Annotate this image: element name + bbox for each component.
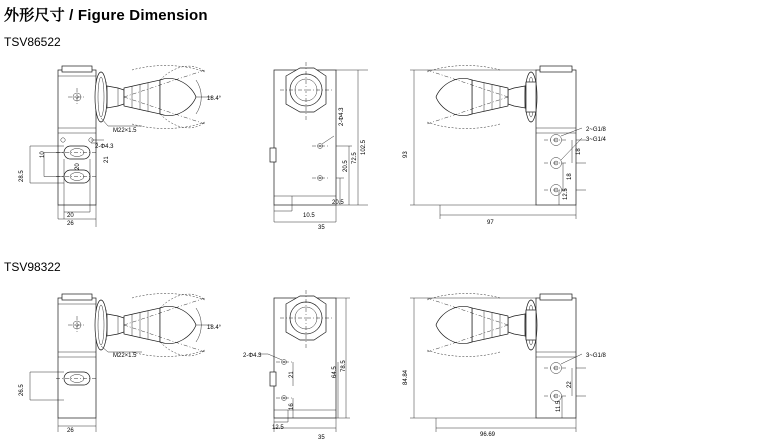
dimension-label: 21 [104,156,110,163]
dimension-label: 35 [318,435,325,441]
dimension-label: 12.5 [272,425,284,431]
dimension-label: 20 [75,163,81,170]
dimension-label: 18.4° [207,96,222,102]
dimension-label: 10 [40,151,46,158]
dimension-label: 2-Φ4.3 [339,107,345,126]
dimension-label: 16 [289,403,295,410]
dimension-label: 35 [318,225,325,231]
dimension-label: 18 [576,148,582,155]
dimension-label: 97 [487,220,494,226]
dimension-label: 11.5 [556,400,562,412]
drawing-front-view-1 [30,66,212,227]
dimension-label: 12.5 [563,188,569,200]
dimension-label: 84.84 [403,369,409,385]
dimension-label: M22×1.5 [113,353,137,359]
model-label-tsv98322: TSV98322 [4,260,61,274]
dimension-label: 18 [567,173,573,180]
dimension-label: 20.5 [332,200,344,206]
dimension-label: 21 [289,371,295,378]
dimension-label: 93 [403,151,409,158]
dimension-label: 2-Φ4.3 [243,353,262,359]
dimension-label: 26 [67,221,74,227]
dimension-label: M22×1.5 [113,128,137,134]
dimension-label: 18.4° [207,325,222,331]
model-label-tsv86522: TSV86522 [4,35,61,49]
dimension-label: 2-Φ4.3 [95,144,114,150]
dimension-label: 26.5 [19,384,25,396]
dimension-label: 64.5 [332,366,338,378]
dimension-label: 96.69 [480,432,496,438]
dimension-label: 20 [67,213,74,219]
dimension-label: 102.5 [361,139,367,155]
dimension-label: 78.5 [341,360,347,372]
dimension-label: 10.5 [303,213,315,219]
drawing-front-view-2 [30,294,212,432]
drawing-side-view-2 [258,290,350,432]
dimension-label: 3~G1/8 [586,353,606,359]
dimension-label: 28.5 [19,170,25,182]
drawing-side-view-1 [270,62,368,222]
dimension-label: 72.5 [352,152,358,164]
dimension-label: 3~G1/4 [586,137,606,143]
dimension-label: 26 [67,428,74,434]
dimension-label: 2~G1/8 [586,127,606,133]
dimension-label: 20.5 [343,160,349,172]
drawing-rear-view-1 [410,66,586,219]
page-title: 外形尺寸 / Figure Dimension [4,7,208,24]
dimension-label: 22 [567,381,573,388]
